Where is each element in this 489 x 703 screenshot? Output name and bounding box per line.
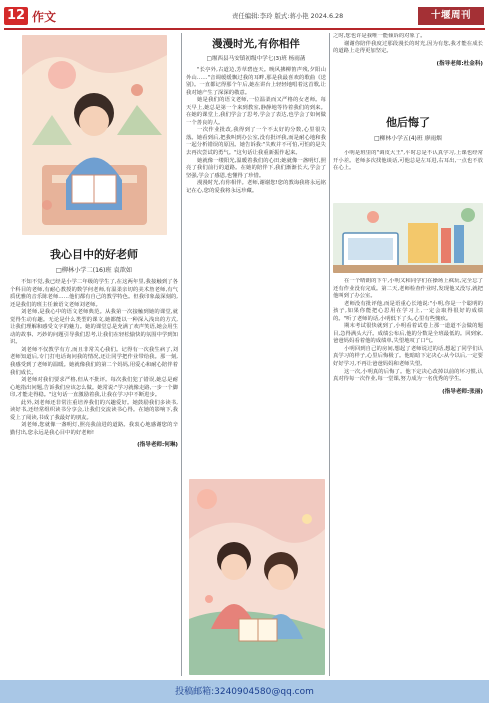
article-right-header (333, 112, 483, 152)
paragraph: "长亭外,古道边,芳草碧连天。晚风拂柳笛声残,夕阳山外山……"音调缓缓飘过我的耳畔,那是我最喜欢的歌曲《送别》。一直都记得那个午后,她在讲台上轻轻地唱着这首歌,让我对她产生了深深的敬意。 (186, 67, 326, 96)
illustration-boy-reading (22, 35, 167, 235)
column-divider (181, 33, 182, 676)
article-byline: □柳林小学二(16)班 袁歆如 (55, 267, 133, 274)
paragraph: 这一次,小明真的后悔了。他下定决心改掉以前的坏习惯,认真对待每一次作业,每一堂课,努力成为一名优秀的学生。 (333, 368, 483, 383)
article-signature: (指导老师:杜金科) (436, 60, 483, 67)
paragraph: 刘老师不仅教学有方,而且非常关心我们。记得有一次我生病了,刘老师知道后,专门打电话询问我的情况,还让同学把作业带给我。那一刻,我感受到了老师的温暖。她就像我们的第二个妈妈,用爱心和耐心陪伴着我们成长。 (10, 346, 178, 376)
paragraph: 老师没有批评他,而是语重心长地说:"小明,你是一个聪明的孩子,如果你能把心思用在学习上,一定会取得很好的成绩的。"听了老师的话,小明低下了头,心里有些愧疚。 (333, 300, 483, 322)
header-rule (4, 28, 485, 30)
paragraph: 之时,您也许是我唯一能倾诉的对象了。 (333, 33, 426, 39)
article-middle-continued (333, 33, 483, 111)
article-title: 他后悔了 (386, 116, 430, 129)
newspaper-brand: 十堰周刊 (418, 7, 484, 25)
paragraph: 漫漫时光,有你相伴。老师,谢谢您!您的教诲我将永远铭记在心,您的爱我将永远珍藏。 (186, 180, 326, 194)
article-signature: (指导老师:何琳) (137, 442, 178, 449)
paragraph: 不知不觉,我已经是小学二年级的学生了,在这两年里,我接触到了各个科目的老师,有耐心教授的数学何老师,有温柔亲切的美术詹老师,有气质优雅的音乐陈老师……他们都有自己的教学特色。但我印象最深刻的,还是我们的班主任兼语文老师刘老师。 (10, 279, 178, 308)
paragraph: 在一个晴朗的下午,小明又和同学们在操场上疯玩,完全忘了还有作业没有完成。第二天,老师检查作业时,发现他又没写,就把他叫到了办公室。 (333, 278, 483, 300)
paragraph: 小明回到自己的房间,想起了老师说过的话,想起了同学们认真学习的样子,心里后悔极了。他暗暗下定决心:从今以后,一定要好好学习,不再让爸爸妈妈和老师失望。 (333, 345, 483, 368)
article-right-body (333, 278, 483, 677)
column-divider (329, 33, 330, 676)
illustration-desk-study (333, 203, 483, 273)
section-title: 作文 (32, 10, 57, 24)
paragraph: 一次作业批改,我得到了一个不太好的分数,心里很失落。她看到后,把我叫到办公室,没有批评我,而是耐心地和我一起分析错误的原因。她告诉我:"失败并不可怕,可怕的是失去再次尝试的勇气。"这句话让我重新振作起来。 (186, 127, 326, 157)
article-byline: □柳林小学五(4)班 廖雨烟 (374, 136, 442, 142)
article-title: 我心目中的好老师 (50, 248, 138, 261)
paragraph: 此外,刘老师还非常注重培养我们的兴趣爱好。她鼓励我们多读书,读好书,还经常组织读书分享会,让我们交流读书心得。在她的影响下,我爱上了阅读,书成了我最好的朋友。 (10, 399, 178, 421)
paragraph: 她就像一缕阳光,温暖着我们的心田;她就像一盏明灯,照亮了我们前行的道路。在她的陪伴下,我们渐渐长大,学会了坚强,学会了感恩,也懂得了珍惜。 (186, 157, 326, 179)
article-right-body (333, 150, 483, 200)
paragraph: 刘老师,是我心中的语文老师典范。从我第一次接触到她的课堂,就觉得生动有趣。无论是什么类型的课文,她都能以一种深入浅出的方式,让我们理解和感受文字的魅力。她的课堂总是充满了欢声笑语,她会用生动的故事、巧妙的问题引导我们思考,让我们在轻松愉快的氛围中学到知识。 (10, 309, 178, 346)
article-left (10, 240, 178, 677)
article-byline: □堰西县马安镇初级中学七(3)班 杨雨菡 (206, 56, 306, 62)
paragraph: 刘老师对我们要求严格,但从不批评。每次我们犯了错误,她总是耐心地指出问题,告诉我们应该怎么做。她常说:"学习就像走路,一步一个脚印,才能走得稳。"这句话一直激励着我,让我在学习中不断进步。 (10, 377, 178, 399)
article-signature: (指导老师:张丽) (442, 388, 483, 395)
paragraph: 期末考试很快就到了,小明看着试卷上那一道道不会做的题目,急得满头大汗。成绩公布后,他的分数是全班最低的。回到家,爸爸妈妈看着他的成绩单,失望地叹了口气。 (333, 323, 483, 345)
paragraph: 谢谢你陪伴我度过那段漫长的时光,因为有您,我才能在成长的道路上走得更加坚定。 (333, 40, 483, 55)
illustration-two-girls (189, 479, 325, 675)
paragraph: 刘老师,您就像一盏明灯,照亮我前进的道路。我衷心地感谢您的辛勤付出,您永远是我心目中的好老师! (10, 422, 178, 436)
article-middle (186, 33, 326, 473)
header-meta: 责任编辑:李玲 版式:蒋小艳 2024.6.28 (232, 12, 344, 20)
article-title: 漫漫时光,有你相伴 (212, 38, 300, 50)
submission-email: 投稿邮箱:3240904580@qq.com (175, 687, 314, 697)
page-number-badge: 12 (4, 7, 28, 25)
paragraph: 她是我们的语文老师,一位温柔而又严格的女老师。每天早上,她总是第一个来到教室,静静地等待着我们的到来。在她的课堂上,我们学会了思考,学会了表达,也学会了如何做一个善良的人。 (186, 97, 326, 126)
paragraph: 小明是班里的"调皮大王",平时总是不认真学习,上课也经常开小差。老师多次找他谈话,可他总是左耳进,右耳出,一点也不放在心上。 (333, 150, 483, 172)
